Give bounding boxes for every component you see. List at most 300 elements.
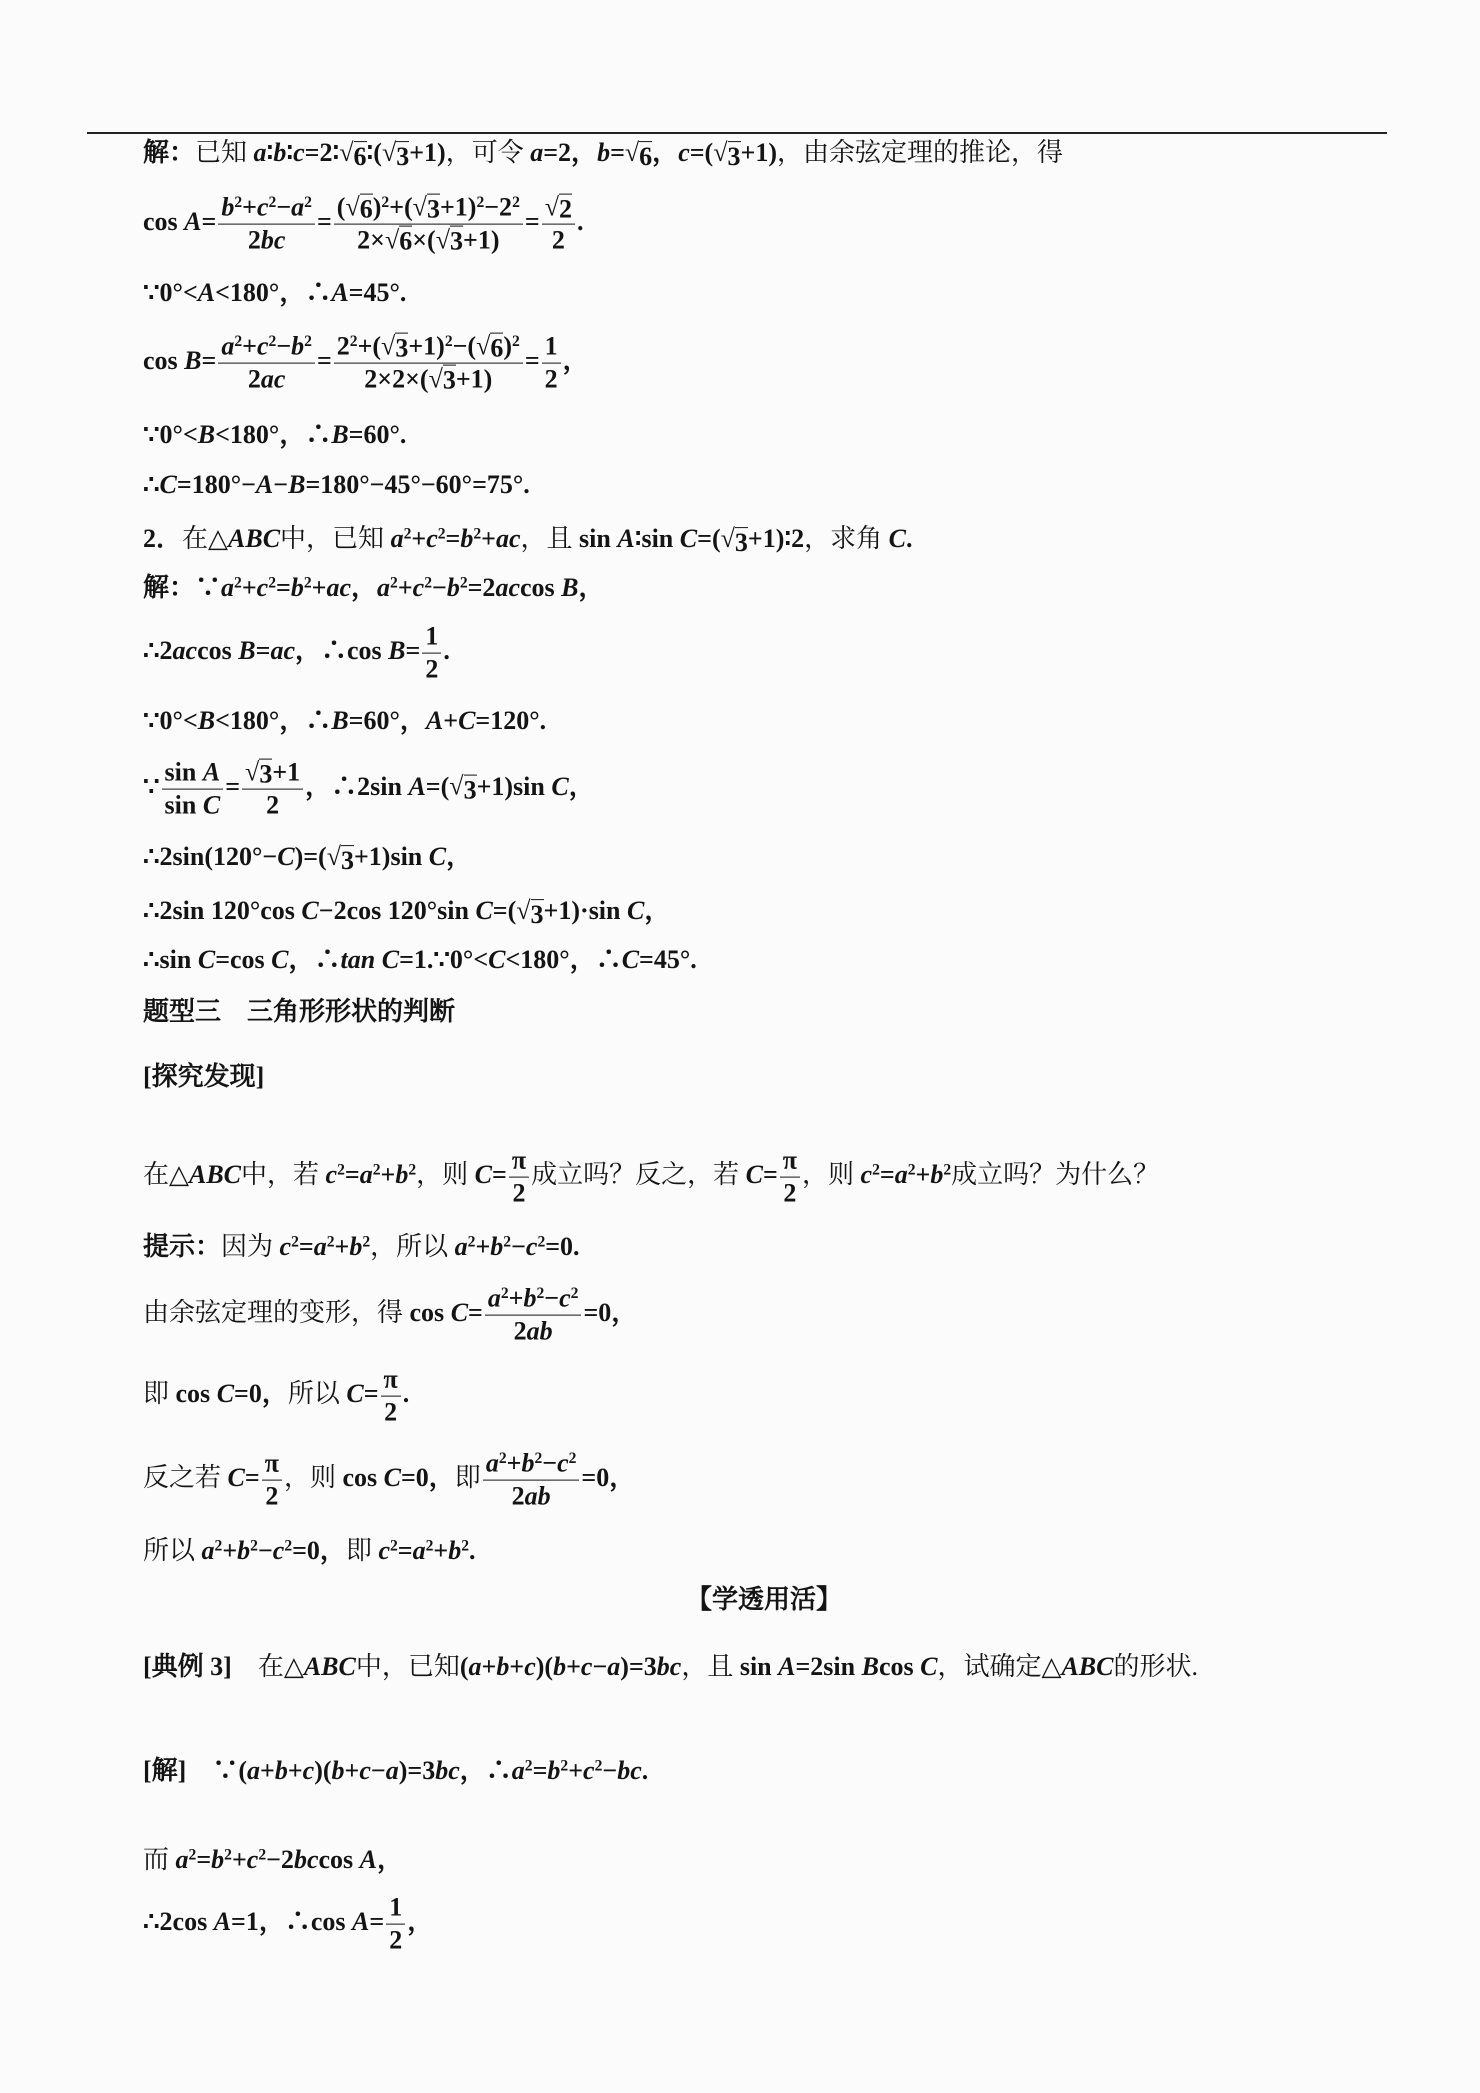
math-text: =1.∵0°< [399, 945, 489, 975]
math-text: 3 [727, 141, 741, 171]
math-text: 2 [247, 364, 261, 394]
square-root [381, 332, 408, 362]
superscript: 2 [536, 1285, 545, 1303]
math-text: ∵0°< [143, 706, 198, 736]
math-variable: C [383, 1462, 401, 1492]
radicand [735, 527, 748, 556]
math-text: −2 [266, 1845, 294, 1875]
exercise-2-solution-line [143, 622, 450, 685]
superscript: 2 [349, 333, 358, 351]
radical-sign: √ [516, 896, 531, 926]
math-text: . [443, 635, 450, 665]
math-variable: A [197, 278, 216, 308]
denominator [262, 1481, 281, 1512]
square-root [345, 193, 372, 223]
superscript: 2 [326, 1233, 335, 1251]
math-text: 3 [426, 194, 440, 224]
numerator [262, 1449, 282, 1481]
fraction [218, 332, 315, 395]
exercise-2-question [143, 522, 913, 556]
math-text: +1)·sin [543, 896, 627, 926]
math-text: = [276, 573, 291, 603]
fraction [262, 1449, 282, 1512]
math-text: ∴2 [143, 635, 173, 665]
math-text: ×( [412, 225, 436, 255]
math-text: <180°，∴ [215, 278, 332, 308]
math-text: ， [562, 345, 589, 375]
chinese-text: ，且 [681, 1652, 740, 1682]
math-text: ∴2cos [143, 1906, 214, 1936]
math-variable: b [221, 192, 235, 222]
math-text: +1) [408, 331, 445, 361]
math-text: = [762, 1159, 778, 1189]
square-root [413, 193, 440, 223]
superscript: 2 [476, 194, 485, 212]
math-text: cos [143, 345, 185, 375]
math-variable: a [377, 573, 391, 603]
math-text: 2× [357, 225, 385, 255]
superscript: 2 [381, 194, 390, 212]
radical-sign: √ [624, 138, 640, 168]
math-variable: ab [524, 1481, 551, 1511]
math-text: 3 [530, 899, 544, 929]
math-variable: B [288, 470, 306, 500]
math-variable: c [860, 1159, 873, 1189]
math-text: 2 [783, 1178, 797, 1208]
exercise-1-angle-b [143, 418, 406, 452]
math-text: ，∴2sin [305, 771, 409, 801]
numerator [780, 1146, 800, 1178]
math-variable: b [211, 1845, 225, 1875]
fraction [483, 1449, 580, 1512]
math-text: =180°− [176, 470, 256, 500]
chinese-text: 所以 [287, 1378, 347, 1408]
radical-sign: √ [544, 192, 559, 222]
math-variable: bc [293, 1845, 319, 1875]
fraction [381, 1365, 401, 1428]
chinese-text: 即 [143, 1378, 176, 1408]
math-variable: C [551, 771, 569, 801]
radicand [395, 332, 408, 361]
math-text: = [532, 1756, 548, 1786]
exercise-1-cos-a-formula [143, 193, 583, 256]
math-text: ∵ [143, 771, 160, 801]
math-variable: bc [260, 225, 286, 255]
math-variable: B [561, 573, 579, 603]
math-text: − [592, 1652, 608, 1682]
math-variable: B [331, 420, 349, 450]
math-variable: C [679, 524, 698, 554]
superscript: 2 [437, 525, 446, 543]
fraction [242, 758, 303, 821]
math-text: ∶( [366, 138, 382, 168]
chinese-text: 即 [345, 1536, 379, 1566]
label-text: 提示： [143, 1232, 222, 1262]
math-text: = [298, 1232, 314, 1262]
square-root [245, 758, 272, 788]
math-text: =0， [581, 1462, 636, 1492]
math-text: =( [492, 896, 517, 926]
math-text: 2 [513, 1316, 527, 1346]
math-text: −( [452, 331, 477, 361]
math-text: ( [459, 1652, 469, 1682]
math-text: + [242, 331, 257, 361]
radical-sign: √ [339, 138, 354, 168]
math-variable: a [511, 1756, 525, 1786]
math-variable: b [523, 1283, 537, 1313]
superscript: 2 [568, 1450, 577, 1468]
chinese-text: 中，已知 [280, 524, 391, 554]
fraction [334, 193, 523, 256]
superscript: 2 [594, 1757, 603, 1775]
math-variable: b [448, 1536, 462, 1566]
superscript: 2 [304, 333, 312, 351]
math-variable: c [302, 1756, 315, 1786]
square-root [327, 840, 354, 874]
math-text: +1) [439, 192, 477, 222]
radical-sign: √ [476, 331, 491, 361]
math-text: 6 [353, 141, 367, 171]
square-root [516, 894, 543, 928]
fraction [485, 1284, 582, 1347]
superscript: 2 [390, 1537, 398, 1555]
math-text: =60°. [348, 420, 407, 450]
math-text: 3 [259, 759, 273, 789]
math-text: =2 [467, 573, 496, 603]
radical-sign: √ [412, 192, 427, 222]
math-text: 2 [247, 225, 261, 255]
denominator [386, 1925, 405, 1956]
math-text: ，∴ [288, 945, 341, 975]
math-variable: a [390, 524, 404, 554]
math-text: . [906, 524, 913, 554]
fraction [218, 193, 315, 256]
numerator [218, 332, 315, 364]
fraction [422, 622, 441, 685]
superscript: 2 [234, 333, 243, 351]
chinese-text: ，可令 [445, 138, 531, 168]
math-text: cos [342, 1462, 384, 1492]
math-variable: c [378, 1536, 390, 1566]
math-variable: C [301, 896, 319, 926]
superscript: 2 [444, 333, 453, 351]
square-root [429, 365, 456, 395]
chinese-text: 成立吗？为什么？ [951, 1159, 1160, 1189]
math-text: sin [164, 757, 203, 787]
square-root [476, 332, 503, 362]
math-variable: a [412, 1536, 426, 1566]
denominator [162, 790, 224, 821]
exercise-1-solution-given [143, 136, 1063, 170]
math-variable: C [621, 945, 640, 975]
superscript: 2 [403, 525, 412, 543]
math-variable: c [293, 138, 305, 168]
math-text: ，∴cos [294, 635, 389, 665]
superscript: 2 [372, 1161, 381, 1179]
math-text: ∴sin [143, 945, 198, 975]
math-text: − [273, 470, 289, 500]
math-variable: A [331, 278, 349, 308]
chinese-text: 因为 [221, 1232, 280, 1262]
example-3-solution-line [143, 1893, 433, 1956]
math-text: ∶ [286, 138, 294, 168]
learn-apply-heading: 【学透用活】 [685, 1585, 843, 1615]
hint-line [143, 1284, 637, 1347]
math-text: =45°. [639, 945, 697, 975]
superscript: 2 [268, 194, 277, 212]
math-text: cos [878, 1652, 921, 1682]
math-text: 3 [442, 366, 456, 396]
numerator [485, 1284, 582, 1316]
math-text: =2∶ [304, 138, 340, 168]
math-variable: a [530, 138, 544, 168]
math-text: 2 [512, 1178, 526, 1208]
math-text: ，∴ [459, 1756, 512, 1786]
math-variable: a [894, 1159, 908, 1189]
math-text: )=( [294, 842, 327, 872]
math-text: cos [175, 1378, 217, 1408]
hint-line [143, 1534, 476, 1568]
explore-label: [探究发现] [143, 1062, 265, 1092]
radicand [531, 899, 544, 928]
math-variable: b [553, 1652, 567, 1682]
math-text: + [481, 524, 496, 554]
fraction [162, 758, 224, 821]
chinese-text: 中，已知 [355, 1652, 460, 1682]
math-variable: c [256, 192, 269, 222]
math-text: + [509, 1652, 525, 1682]
numerator [483, 1449, 580, 1481]
math-text: =0， [400, 1462, 455, 1492]
math-variable: B [238, 635, 256, 665]
chinese-text: 反之若 [143, 1462, 228, 1492]
math-text: = [201, 345, 217, 375]
math-text: −2cos 120°sin [318, 896, 476, 926]
radical-sign: √ [381, 331, 396, 361]
math-text: . [402, 1378, 410, 1408]
math-variable: C [450, 1297, 469, 1327]
hint-line [143, 1365, 409, 1428]
math-text: + [311, 573, 327, 603]
math-text: sin [164, 790, 203, 820]
math-variable: ab [526, 1316, 553, 1346]
math-variable: B [184, 345, 202, 375]
math-text: +1) [409, 138, 446, 168]
example-3-solution-line [143, 1754, 648, 1788]
radicand [443, 365, 456, 394]
denominator [361, 364, 495, 395]
math-text: cos [519, 573, 562, 603]
radical-sign: √ [384, 225, 400, 255]
math-text: = [196, 1845, 212, 1875]
math-variable: c [525, 1232, 538, 1262]
math-variable: c [580, 1652, 593, 1682]
superscript: 2 [872, 1161, 880, 1179]
math-variable: ac [172, 635, 198, 665]
math-variable: b [930, 1159, 944, 1189]
math-text: 1 [389, 1892, 403, 1922]
math-text: − [602, 1756, 618, 1786]
superscript: 2 [467, 1233, 476, 1251]
exercise-1-angle-c [143, 468, 530, 502]
math-text: . [469, 1536, 476, 1566]
header-rule [87, 132, 1387, 134]
math-variable: A [184, 206, 202, 236]
numerator [218, 193, 315, 225]
math-variable: A [202, 757, 221, 787]
math-text: 3 [450, 227, 463, 257]
math-variable: C [458, 706, 476, 736]
square-root [713, 136, 740, 170]
math-text: π [383, 1364, 398, 1394]
math-variable: c [524, 1652, 536, 1682]
chinese-text: ，则 [416, 1159, 475, 1189]
math-variable: c [256, 573, 269, 603]
fraction [780, 1146, 800, 1209]
math-variable: a [247, 1756, 260, 1786]
exercise-1-angle-a [143, 276, 406, 310]
superscript: 2 [473, 525, 482, 543]
numerator [334, 193, 523, 225]
math-text: − [276, 331, 292, 361]
math-variable: b [331, 1756, 345, 1786]
math-text: + [344, 1756, 360, 1786]
exercise-1-cos-b-formula [143, 332, 589, 395]
math-text: + [397, 573, 413, 603]
math-variable: a [221, 573, 235, 603]
math-variable: bc [617, 1756, 642, 1786]
math-variable: C [888, 524, 906, 554]
chinese-text: 成立吗？反之，若 [531, 1159, 746, 1189]
math-variable: c [256, 331, 269, 361]
superscript: 2 [291, 1233, 299, 1251]
chinese-text: 的形状. [1113, 1652, 1199, 1682]
math-variable: b [349, 1232, 363, 1262]
chinese-text: ，试确定△ [937, 1652, 1062, 1682]
math-text: + [481, 1652, 497, 1682]
math-variable: C [428, 842, 447, 872]
math-text: + [411, 524, 427, 554]
fraction [509, 1146, 529, 1209]
chinese-text: 而 [143, 1845, 176, 1875]
math-variable: C [627, 896, 645, 926]
math-text: π [782, 1145, 798, 1175]
math-variable: ac [260, 364, 286, 394]
math-text: ， [568, 771, 595, 801]
math-variable: c [359, 1756, 371, 1786]
math-text: = [244, 1462, 260, 1492]
math-variable: A [352, 1906, 370, 1936]
math-variable: C [271, 945, 289, 975]
superscript: 2 [303, 574, 312, 592]
numerator [162, 758, 224, 790]
math-text: 3 [734, 527, 748, 557]
numerator [422, 622, 441, 654]
math-text: = [344, 1159, 360, 1189]
math-variable: b [446, 573, 460, 603]
math-text: =cos [215, 945, 272, 975]
superscript: 2 [268, 333, 277, 351]
denominator [263, 790, 282, 821]
math-variable: ac [326, 573, 351, 603]
chinese-text: 已知 [195, 138, 254, 168]
superscript: 2 [408, 1161, 417, 1179]
math-text: cos [197, 635, 239, 665]
exercise-2-solution-line [143, 758, 595, 821]
square-root [625, 136, 652, 170]
math-text: = [610, 138, 625, 168]
superscript: 2 [500, 1285, 509, 1303]
math-text: +( [357, 331, 382, 361]
chinese-text: ，求角 [804, 524, 889, 554]
label-text: 解： [143, 138, 196, 168]
math-text: =0， [292, 1536, 346, 1566]
math-text: ∴2sin 120°cos [143, 896, 302, 926]
math-variable: a [468, 1652, 482, 1682]
math-text: −2 [484, 192, 513, 222]
math-variable: b [597, 138, 611, 168]
math-text: + [287, 1756, 303, 1786]
square-root [721, 522, 748, 556]
fraction [334, 332, 523, 395]
math-variable: a [291, 192, 305, 222]
exercise-2-solution-line [143, 943, 697, 977]
superscript: 2 [258, 1846, 267, 1864]
math-text: 6 [399, 227, 413, 257]
math-text: = [492, 1159, 507, 1189]
math-text: 3 [396, 141, 410, 171]
math-text: . [576, 206, 584, 236]
math-variable: b [460, 524, 474, 554]
math-text: ， [578, 573, 605, 603]
numerator [509, 1146, 529, 1178]
math-text: . [641, 1756, 649, 1786]
radical-sign: √ [713, 138, 728, 168]
math-text: ∵0°< [143, 420, 198, 450]
math-text: =2sin [795, 1652, 862, 1682]
math-variable: c [246, 1845, 259, 1875]
math-text: − [370, 1756, 386, 1786]
math-text: = [225, 771, 241, 801]
math-variable: A [425, 706, 444, 736]
radicand [259, 758, 272, 787]
radical-sign: √ [449, 771, 464, 801]
math-text: +1)∶2 [747, 524, 805, 554]
math-text: +1 [272, 757, 301, 787]
math-variable: c [279, 1232, 292, 1262]
math-text: ( [336, 192, 346, 222]
superscript: 2 [268, 574, 276, 592]
math-text: ∶sin [634, 524, 680, 554]
math-variable: A [778, 1652, 796, 1682]
math-text: 2 [266, 790, 280, 820]
math-variable: ac [270, 635, 295, 665]
math-text: + [475, 1232, 491, 1262]
math-variable: b [547, 1756, 561, 1786]
math-variable: C [475, 896, 493, 926]
math-text: 1 [425, 621, 439, 651]
math-variable: c [583, 1756, 595, 1786]
math-variable: ABC [1061, 1652, 1114, 1682]
radicand [360, 193, 373, 222]
math-text: 2 [265, 1481, 279, 1511]
math-variable: C [197, 945, 216, 975]
superscript: 2 [188, 1846, 197, 1864]
math-variable: b [395, 1159, 409, 1189]
math-variable: a [313, 1232, 327, 1262]
math-text: =0， [234, 1378, 288, 1408]
chinese-text: 中，若 [241, 1159, 326, 1189]
